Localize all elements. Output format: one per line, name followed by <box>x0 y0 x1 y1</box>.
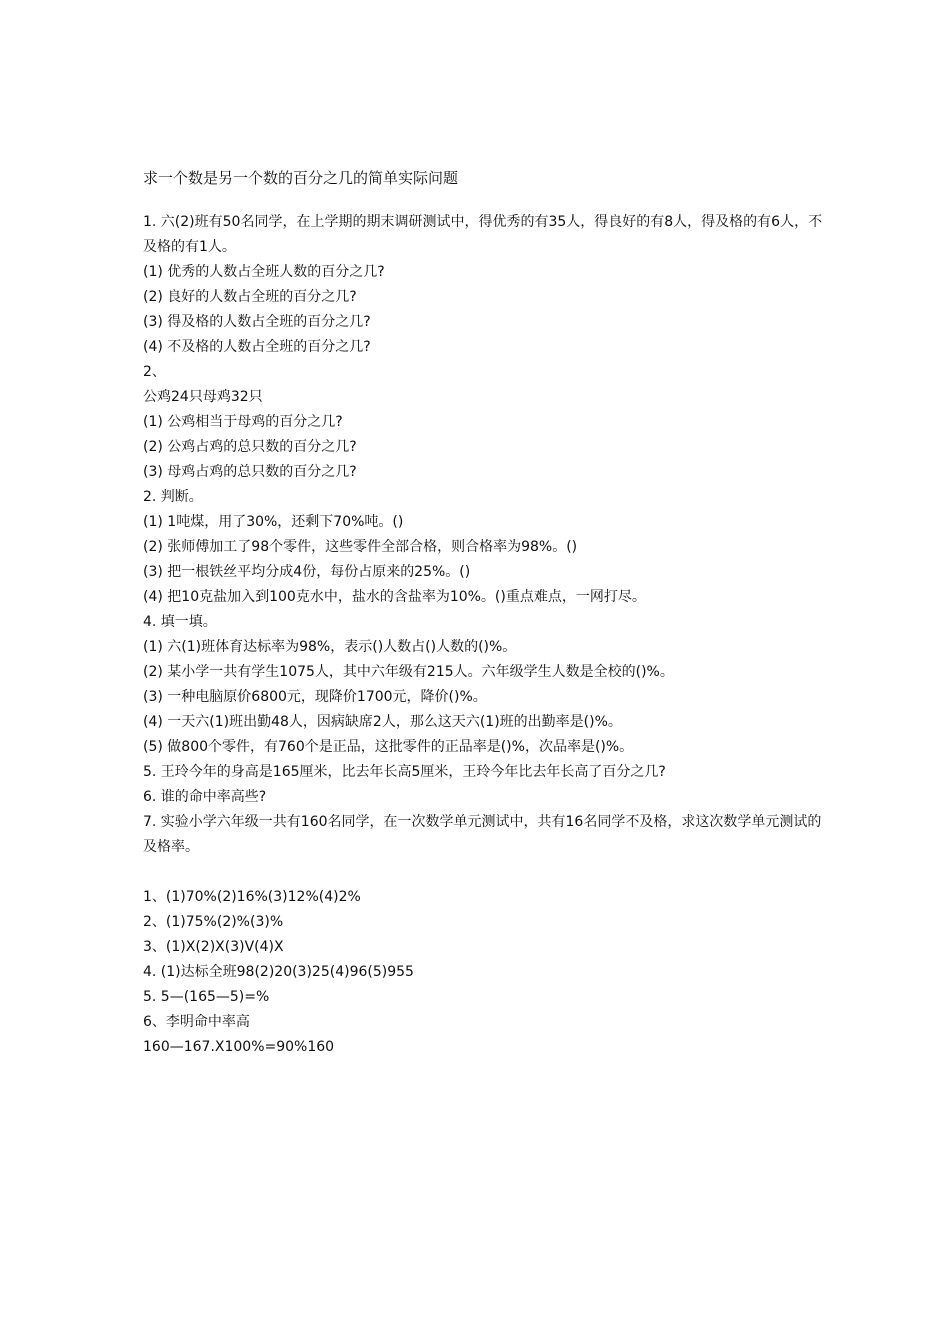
question-6: 6. 谁的命中率高些? <box>143 789 267 805</box>
fill-item-1: (1) 六(1)班体育达标率为98%，表示()人数占()人数的()%。 <box>143 639 517 655</box>
answer-7: 160—167.X100%=90%160 <box>143 1039 335 1055</box>
judge-item-2: (2) 张师傅加工了98个零件，这些零件全部合格，则合格率为98%。() <box>143 539 578 555</box>
question-5: 5. 王玲今年的身高是165厘米，比去年长高5厘米，王玲今年比去年长高了百分之几? <box>143 764 666 780</box>
answer-6: 6、李明命中率高 <box>143 1014 250 1030</box>
question-2-part-1: (1) 公鸡相当于母鸡的百分之几? <box>143 414 343 430</box>
fill-item-2: (2) 某小学一共有学生1075人，其中六年级有215人。六年级学生人数是全校的()%。 <box>143 664 674 680</box>
question-1-part-3: (3) 得及格的人数占全班的百分之几? <box>143 314 371 330</box>
question-1-part-4: (4) 不及格的人数占全班的百分之几? <box>143 339 371 355</box>
document-page <box>143 166 823 1060</box>
fill-item-4: (4) 一天六(1)班出勤48人，因病缺席2人，那么这天六(1)班的出勤率是()%。 <box>143 714 622 730</box>
question-1-part-2: (2) 良好的人数占全班的百分之几? <box>143 289 357 305</box>
question-1-intro: 1. 六(2)班有50名同学，在上学期的期末调研测试中，得优秀的有35人，得良好的有8人，得及格的有6人，不及格的有1人。 <box>143 214 823 255</box>
answer-section <box>143 885 823 1060</box>
judge-item-3: (3) 把一根铁丝平均分成4份，每份占原来的25%。() <box>143 564 471 580</box>
answer-5: 5. 5—(165—5)=% <box>143 989 270 1005</box>
answer-4: 4. (1)达标全班98(2)20(3)25(4)96(5)955 <box>143 964 414 980</box>
answer-2: 2、(1)75%(2)%(3)% <box>143 914 284 930</box>
question-2-heading: 2、 <box>143 364 166 380</box>
question-2-part-2: (2) 公鸡占鸡的总只数的百分之几? <box>143 439 357 455</box>
question-2-info: 公鸡24只母鸡32只 <box>143 389 263 405</box>
fill-item-3: (3) 一种电脑原价6800元，现降价1700元，降价()%。 <box>143 689 487 705</box>
section-gap <box>143 860 823 885</box>
document-title: 求一个数是另一个数的百分之几的简单实际问题 <box>143 169 459 187</box>
answer-1: 1、(1)70%(2)16%(3)12%(4)2% <box>143 889 361 905</box>
fill-heading: 4. 填一填。 <box>143 614 217 630</box>
judge-item-4: (4) 把10克盐加入到100克水中，盐水的含盐率为10%。()重点难点，一网打尽。 <box>143 589 646 605</box>
judge-heading: 2. 判断。 <box>143 489 203 505</box>
question-7: 7. 实验小学六年级一共有160名同学，在一次数学单元测试中，共有16名同学不及格，求这次数学单元测试的及格率。 <box>143 814 822 855</box>
answer-3: 3、(1)X(2)X(3)V(4)X <box>143 939 284 955</box>
question-1-part-1: (1) 优秀的人数占全班人数的百分之几? <box>143 264 385 280</box>
judge-item-1: (1) 1吨煤，用了30%，还剩下70%吨。() <box>143 514 404 530</box>
fill-item-5: (5) 做800个零件，有760个是正品，这批零件的正品率是()%，次品率是()%。 <box>143 739 634 755</box>
question-2-part-3: (3) 母鸡占鸡的总只数的百分之几? <box>143 464 357 480</box>
question-section <box>143 210 823 860</box>
